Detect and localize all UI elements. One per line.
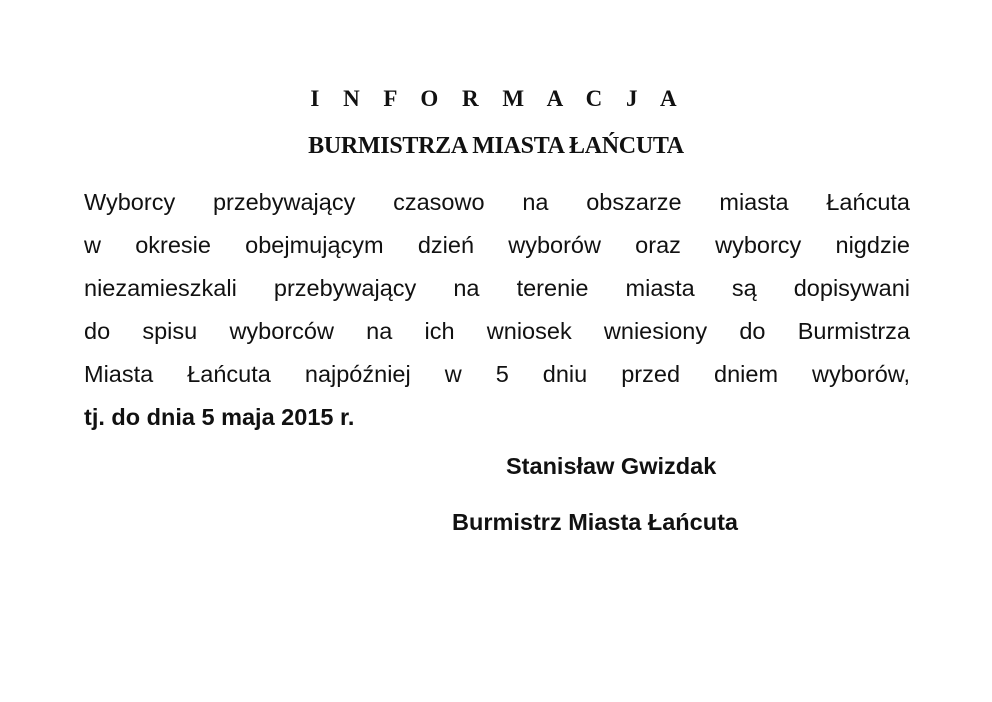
announcement-body (84, 181, 910, 439)
signature-name: Stanisław Gwizdak (506, 453, 717, 479)
signature-title: Burmistrz Miasta Łańcuta (452, 509, 738, 535)
body-line: w okresie obejmującym dzień wyborów oraz wyborcy nigdzie (84, 232, 910, 258)
document-subheading: BURMISTRZA MIASTA ŁAŃCUTA (308, 133, 684, 159)
body-line: niezamieszkali przebywający na terenie miasta są dopisywani (84, 275, 910, 301)
body-line: Miasta Łańcuta najpóźniej w 5 dniu przed dniem wyborów, (84, 361, 910, 387)
body-line: do spisu wyborców na ich wniosek wniesiony do Burmistrza (84, 318, 910, 344)
body-line: Wyborcy przebywający czasowo na obszarze miasta Łańcuta (84, 189, 910, 215)
deadline-line: tj. do dnia 5 maja 2015 r. (84, 404, 355, 430)
document-heading: I N F O R M A C J A (310, 86, 686, 111)
